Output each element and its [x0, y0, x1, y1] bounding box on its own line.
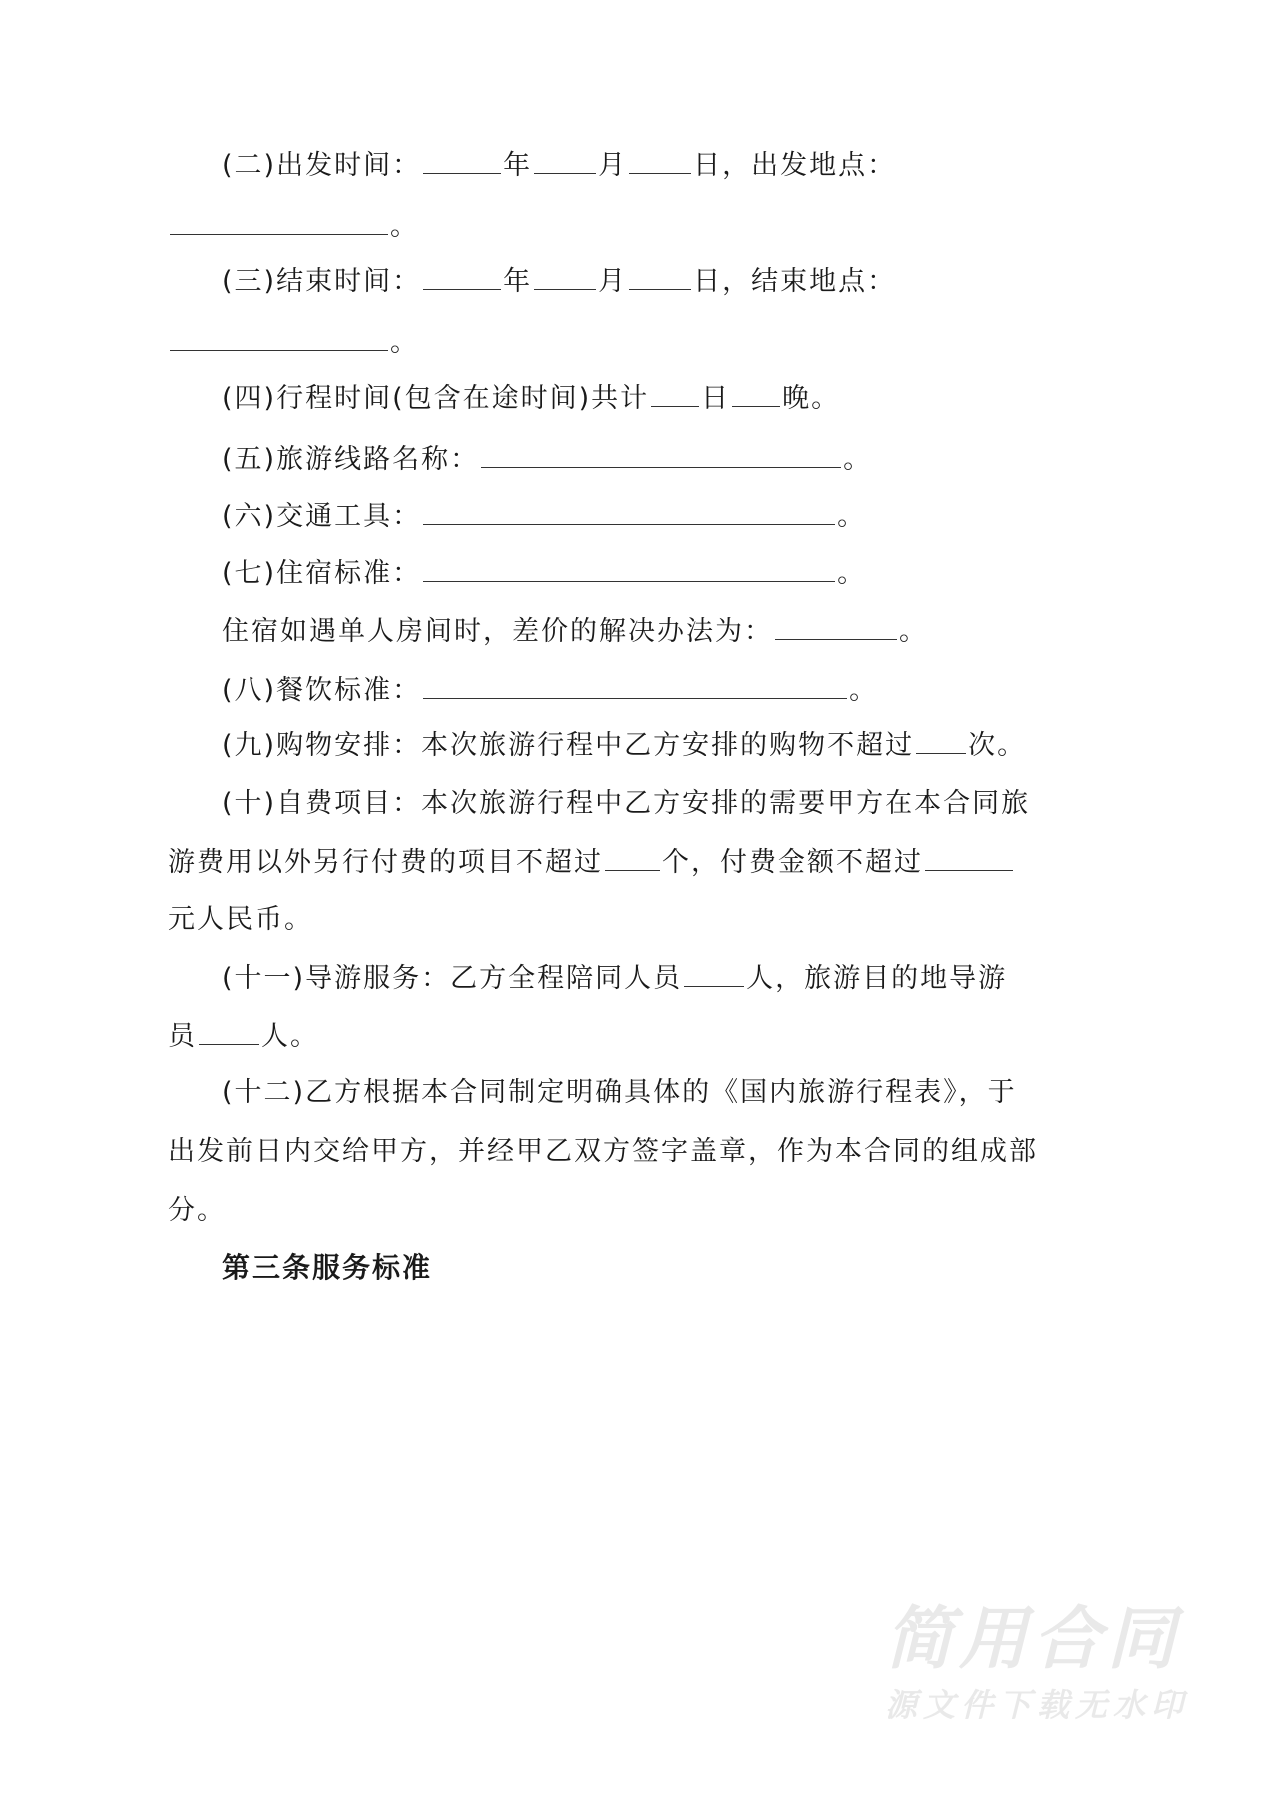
clause-meals: [222, 672, 878, 709]
local-guide-count-blank[interactable]: [199, 1018, 259, 1045]
watermark-title: 简用合同: [885, 1600, 1182, 1679]
label: 次。: [968, 730, 1027, 761]
year-blank[interactable]: [423, 263, 501, 290]
label: 出发前日内交给甲方，并经甲乙双方签字盖章，作为本合同的组成部: [168, 1136, 1038, 1167]
optional-items-line3: [168, 902, 313, 938]
label: 人，旅游目的地导游: [746, 963, 1008, 994]
label: 。: [837, 558, 867, 589]
clause-departure-time: [222, 147, 896, 184]
label: (六)交通工具：: [222, 501, 422, 532]
clause-transport: [222, 498, 866, 535]
departure-place-blank[interactable]: [170, 208, 388, 235]
end-place-line: [168, 324, 419, 361]
shopping-count-blank[interactable]: [916, 727, 966, 754]
label: (八)餐饮标准：: [222, 675, 422, 706]
label: 。: [849, 675, 879, 706]
guide-service-line2: [168, 1018, 319, 1055]
label: 。: [390, 211, 419, 242]
label: 日，出发地点：: [693, 150, 897, 181]
nights-blank[interactable]: [732, 380, 780, 407]
label: 。: [390, 327, 419, 358]
end-place-blank[interactable]: [170, 324, 388, 351]
optional-items-line2: [168, 844, 1015, 881]
days-blank[interactable]: [651, 380, 699, 407]
label: 月: [598, 266, 628, 297]
label: (五)旅游线路名称：: [222, 444, 480, 475]
clause-shopping: [222, 727, 1026, 764]
watermark-subtitle: 源文件下载无水印: [885, 1686, 1190, 1724]
clause-end-time: [222, 263, 896, 300]
label: (二)出发时间：: [222, 150, 422, 181]
label: 。: [837, 501, 867, 532]
route-name-blank[interactable]: [481, 441, 841, 468]
label: 日: [701, 383, 731, 414]
label: 日，结束地点：: [693, 266, 897, 297]
accommodation-blank[interactable]: [423, 555, 835, 582]
label: 游费用以外另行付费的项目不超过: [168, 847, 603, 878]
section-heading: 第三条服务标准: [222, 1251, 433, 1284]
clause-guide-service: [222, 960, 1007, 997]
departure-place-line: [168, 208, 419, 245]
label: 年: [503, 266, 533, 297]
label: 。: [843, 444, 873, 475]
label: (十)自费项目：本次旅游行程中乙方安排的需要甲方在本合同旅: [222, 788, 1031, 819]
label: 住宿如遇单人房间时，差价的解决办法为：: [222, 616, 773, 647]
clause-itinerary: [222, 1075, 1017, 1111]
label: 月: [598, 150, 628, 181]
label: (十一)导游服务：乙方全程陪同人员: [222, 963, 683, 994]
label: (七)住宿标准：: [222, 558, 422, 589]
optional-count-blank[interactable]: [605, 844, 660, 871]
year-blank[interactable]: [423, 147, 501, 174]
itinerary-line3: [168, 1193, 226, 1229]
label: (九)购物安排：本次旅游行程中乙方安排的购物不超过: [222, 730, 915, 761]
label: 晚。: [782, 383, 841, 414]
label: 个，付费金额不超过: [662, 847, 923, 878]
label: 。: [899, 616, 928, 647]
clause-optional-items: [222, 786, 1030, 822]
month-blank[interactable]: [534, 147, 596, 174]
itinerary-line2: [168, 1134, 1038, 1170]
label: 员: [168, 1021, 197, 1052]
day-blank[interactable]: [629, 263, 691, 290]
label: (三)结束时间：: [222, 266, 422, 297]
single-room-clause: [222, 613, 928, 650]
label: 年: [503, 150, 533, 181]
clause-duration: [222, 380, 840, 417]
label: (四)行程时间(包含在途时间)共计: [222, 383, 650, 414]
label: (十二)乙方根据本合同制定明确具体的《国内旅游行程表》，于: [222, 1077, 1017, 1108]
label: 分。: [168, 1195, 226, 1226]
transport-blank[interactable]: [423, 498, 835, 525]
escort-count-blank[interactable]: [684, 960, 744, 987]
single-room-blank[interactable]: [775, 613, 897, 640]
label: 人。: [261, 1021, 319, 1052]
label: 元人民币。: [168, 904, 313, 935]
optional-amount-blank[interactable]: [925, 844, 1013, 871]
month-blank[interactable]: [534, 263, 596, 290]
clause-route-name: [222, 441, 872, 478]
clause-accommodation: [222, 555, 866, 592]
day-blank[interactable]: [629, 147, 691, 174]
meals-blank[interactable]: [423, 672, 847, 699]
